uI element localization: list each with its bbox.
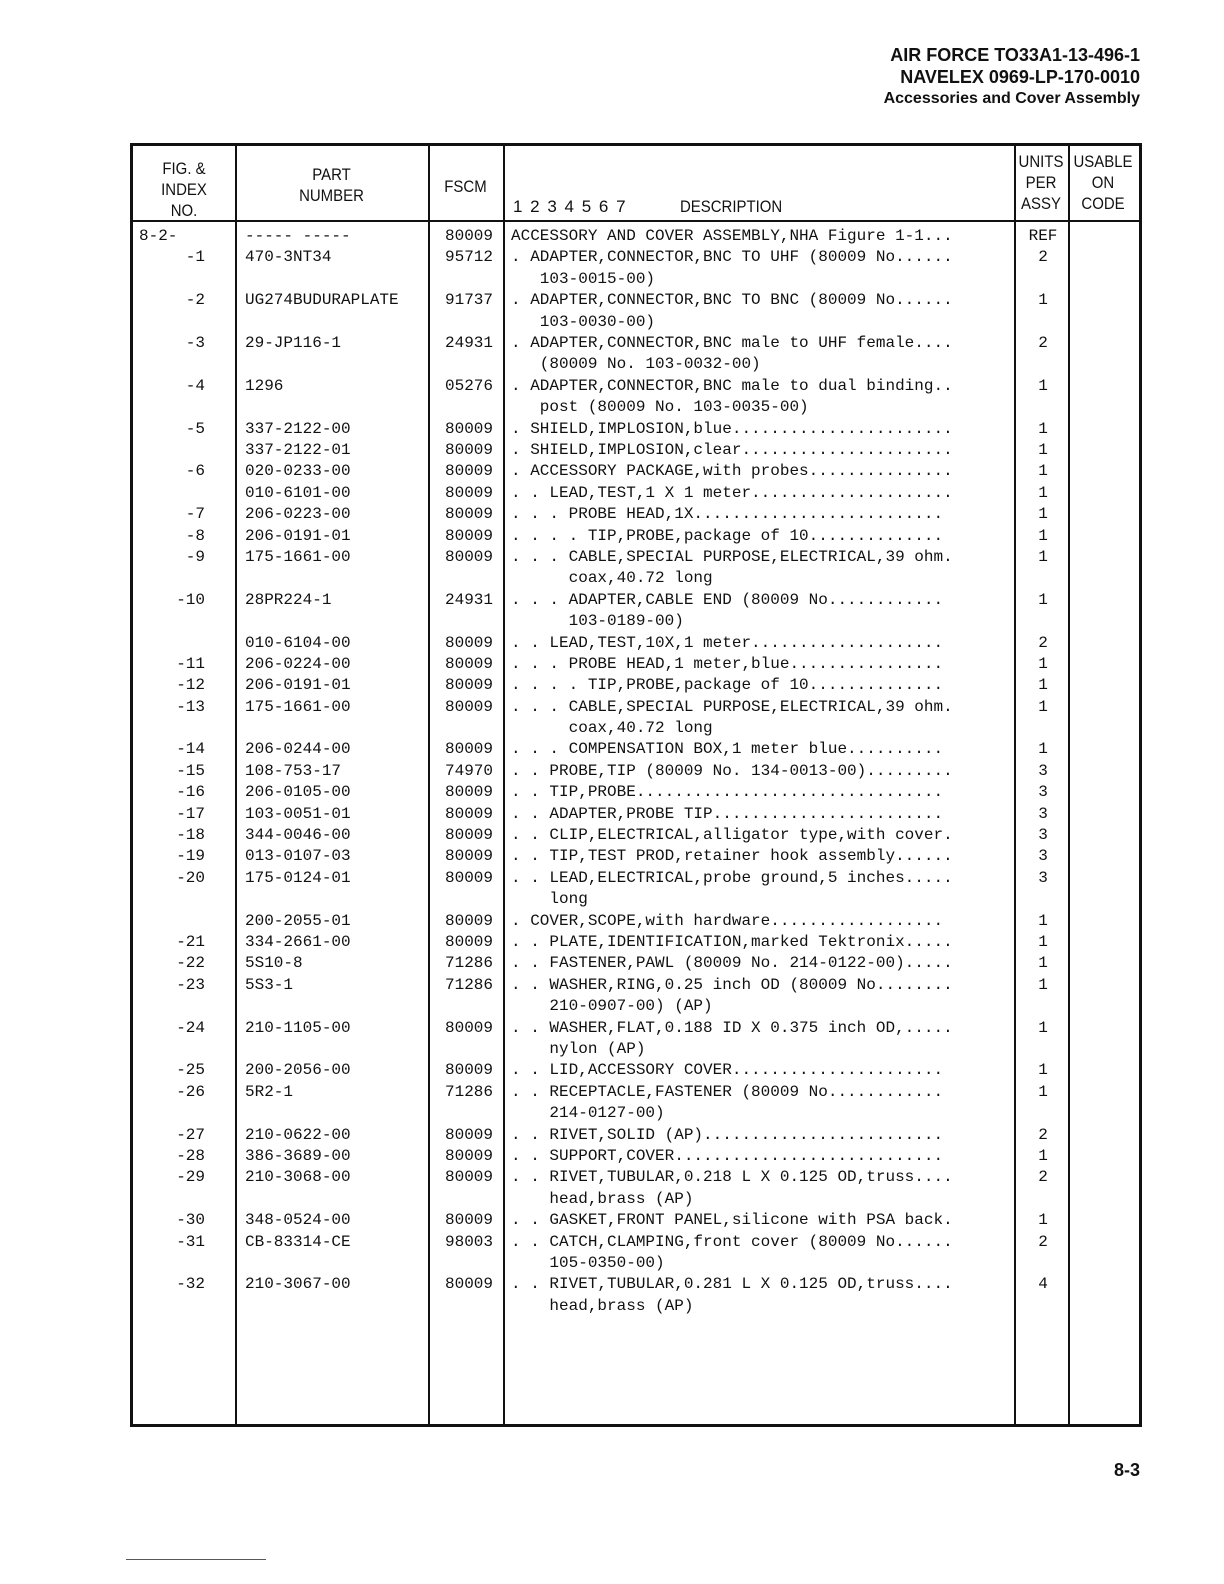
description-cell: long: [511, 890, 588, 909]
index-number-cell: -5: [185, 419, 205, 438]
part-number-cell: 175-0124-01: [245, 868, 351, 887]
table-row: [133, 804, 1139, 825]
index-number-cell: -1: [185, 248, 205, 267]
document-header: [884, 44, 1140, 110]
table-row: [133, 911, 1139, 932]
part-number-cell: 344-0046-00: [245, 826, 351, 845]
units-per-assy-cell: 3: [1038, 847, 1048, 866]
fscm-cell: 80009: [444, 1211, 493, 1230]
fscm-cell: 80009: [444, 847, 493, 866]
part-number-cell: 29-JP116-1: [245, 333, 342, 352]
index-number-cell: -13: [176, 697, 205, 716]
table-row: [133, 376, 1139, 419]
col-header-fscm: FSCM: [444, 177, 487, 196]
index-number-cell: -29: [176, 1168, 205, 1187]
fscm-cell: 80009: [444, 676, 493, 695]
index-number-cell: -6: [185, 462, 205, 481]
fscm-cell: 80009: [444, 826, 493, 845]
units-per-assy-cell: 1: [1038, 291, 1048, 310]
fscm-cell: 80009: [444, 440, 493, 459]
description-cell: . SHIELD,IMPLOSION,blue.......................: [511, 419, 953, 438]
part-number-cell: 337-2122-01: [245, 440, 351, 459]
index-number-cell: -31: [176, 1232, 205, 1251]
fscm-cell: 80009: [444, 526, 493, 545]
part-number-cell: 175-1661-00: [245, 547, 351, 566]
description-cell: head,brass (AP): [511, 1296, 694, 1315]
table-row: [133, 633, 1139, 654]
col-header-units-per-assy: UNITS PER ASSY: [1018, 152, 1064, 213]
fscm-cell: 95712: [444, 248, 493, 267]
units-per-assy-cell: 1: [1038, 1018, 1048, 1037]
units-per-assy-cell: 2: [1038, 1125, 1048, 1144]
description-cell: . . PLATE,IDENTIFICATION,marked Tektronix.....: [511, 933, 953, 952]
description-cell: . . RIVET,TUBULAR,0.218 L X 0.125 OD,truss....: [511, 1168, 953, 1187]
units-per-assy-cell: 1: [1038, 975, 1048, 994]
index-number-cell: -26: [176, 1082, 205, 1101]
description-cell: coax,40.72 long: [511, 719, 713, 738]
units-per-assy-cell: 1: [1038, 376, 1048, 395]
part-number-cell: 5S3-1: [245, 975, 294, 994]
part-number-cell: 010-6104-00: [245, 633, 351, 652]
table-row: [133, 547, 1139, 590]
units-per-assy-cell: 3: [1038, 761, 1048, 780]
table-row: [133, 1082, 1139, 1125]
units-per-assy-cell: 3: [1038, 804, 1048, 823]
part-number-cell: 013-0107-03: [245, 847, 351, 866]
fscm-cell: 05276: [444, 376, 493, 395]
index-number-cell: -9: [185, 547, 205, 566]
index-number-cell: -3: [185, 333, 205, 352]
description-cell: . ADAPTER,CONNECTOR,BNC TO UHF (80009 No......: [511, 248, 953, 267]
table-row: [133, 953, 1139, 974]
description-cell: 105-0350-00): [511, 1253, 665, 1272]
description-cell: . . FASTENER,PAWL (80009 No. 214-0122-00).....: [511, 954, 953, 973]
table-row: [133, 1060, 1139, 1081]
table-row: [133, 590, 1139, 633]
description-cell: ACCESSORY AND COVER ASSEMBLY,NHA Figure 1-1...: [511, 227, 953, 245]
fscm-cell: 71286: [444, 975, 493, 994]
index-number-cell: 8-2-: [139, 227, 178, 245]
description-cell: . ADAPTER,CONNECTOR,BNC male to dual binding..: [511, 376, 953, 395]
units-per-assy-cell: 2: [1038, 333, 1048, 352]
part-number-cell: 206-0244-00: [245, 740, 351, 759]
units-per-assy-cell: 1: [1038, 1082, 1048, 1101]
fscm-cell: 71286: [444, 954, 493, 973]
part-number-cell: 108-753-17: [245, 761, 342, 780]
units-per-assy-cell: 1: [1038, 954, 1048, 973]
units-per-assy-cell: 1: [1038, 547, 1048, 566]
index-number-cell: -2: [185, 291, 205, 310]
part-number-cell: 210-3067-00: [245, 1275, 351, 1294]
part-number-cell: 5S10-8: [245, 954, 303, 973]
description-cell: . . SUPPORT,COVER............................: [511, 1146, 944, 1165]
fscm-cell: 80009: [444, 227, 493, 245]
header-navelex-number: NAVELEX 0969-LP-170-0010: [900, 67, 1140, 87]
description-cell: . . LEAD,ELECTRICAL,probe ground,5 inches.....: [511, 868, 953, 887]
part-number-cell: 175-1661-00: [245, 697, 351, 716]
fscm-cell: 24931: [444, 333, 493, 352]
part-number-cell: 200-2056-00: [245, 1061, 351, 1080]
table-row: [133, 290, 1139, 333]
units-per-assy-cell: 3: [1038, 868, 1048, 887]
index-number-cell: -20: [176, 868, 205, 887]
header-air-force-number: AIR FORCE TO33A1-13-496-1: [890, 45, 1140, 65]
description-cell: nylon (AP): [511, 1039, 646, 1058]
fscm-cell: 80009: [444, 1275, 493, 1294]
header-section-title: Accessories and Cover Assembly: [883, 90, 1140, 107]
units-per-assy-cell: 1: [1038, 1061, 1048, 1080]
units-per-assy-cell: 2: [1038, 1232, 1048, 1251]
units-per-assy-cell: 2: [1038, 248, 1048, 267]
part-number-cell: 206-0224-00: [245, 654, 351, 673]
description-cell: . . RIVET,SOLID (AP).........................: [511, 1125, 944, 1144]
units-per-assy-cell: 1: [1038, 440, 1048, 459]
table-row: [133, 1018, 1139, 1061]
col-header-indent-levels: 1 2 3 4 5 6 7: [513, 197, 626, 216]
index-number-cell: -25: [176, 1061, 205, 1080]
index-number-cell: -27: [176, 1125, 205, 1144]
index-number-cell: -7: [185, 505, 205, 524]
part-number-cell: 103-0051-01: [245, 804, 351, 823]
units-per-assy-cell: 3: [1038, 783, 1048, 802]
description-cell: coax,40.72 long: [511, 569, 713, 588]
table-row: [133, 461, 1139, 482]
part-number-cell: ----- -----: [245, 227, 351, 245]
description-cell: . . RIVET,TUBULAR,0.281 L X 0.125 OD,truss....: [511, 1275, 953, 1294]
index-number-cell: -18: [176, 826, 205, 845]
units-per-assy-cell: 1: [1038, 505, 1048, 524]
units-per-assy-cell: 1: [1038, 676, 1048, 695]
units-per-assy-cell: 2: [1038, 1168, 1048, 1187]
description-cell: . . PROBE,TIP (80009 No. 134-0013-00).........: [511, 761, 953, 780]
units-per-assy-cell: 1: [1038, 419, 1048, 438]
table-row: [133, 440, 1139, 461]
description-cell: . . CLIP,ELECTRICAL,alligator type,with cover.: [511, 826, 953, 845]
description-cell: head,brass (AP): [511, 1189, 694, 1208]
description-cell: post (80009 No. 103-0035-00): [511, 398, 809, 417]
index-number-cell: -14: [176, 740, 205, 759]
description-cell: . . . . TIP,PROBE,package of 10..............: [511, 676, 944, 695]
table-row: [133, 739, 1139, 760]
index-number-cell: -15: [176, 761, 205, 780]
index-number-cell: -19: [176, 847, 205, 866]
units-per-assy-cell: REF: [1028, 227, 1058, 245]
part-number-cell: 470-3NT34: [245, 248, 332, 267]
description-cell: 103-0015-00): [511, 269, 656, 288]
table-row: [133, 1146, 1139, 1167]
description-cell: 103-0030-00): [511, 312, 656, 331]
part-number-cell: 206-0105-00: [245, 783, 351, 802]
fscm-cell: 80009: [444, 740, 493, 759]
fscm-cell: 80009: [444, 654, 493, 673]
part-number-cell: CB-83314-CE: [245, 1232, 351, 1251]
description-cell: . . LID,ACCESSORY COVER......................: [511, 1061, 944, 1080]
part-number-cell: 020-0233-00: [245, 462, 351, 481]
description-cell: . . . PROBE HEAD,1X..........................: [511, 505, 944, 524]
col-header-usable-on-code: USABLE ON CODE: [1073, 152, 1133, 213]
fscm-cell: 80009: [444, 633, 493, 652]
description-cell: 214-0127-00): [511, 1104, 665, 1123]
description-cell: . . . CABLE,SPECIAL PURPOSE,ELECTRICAL,39 ohm.: [511, 547, 953, 566]
col-header-fig-index: FIG. & INDEX NO.: [161, 159, 207, 220]
index-number-cell: -17: [176, 804, 205, 823]
index-number-cell: -30: [176, 1211, 205, 1230]
table-row: [133, 654, 1139, 675]
table-row: [133, 761, 1139, 782]
table-row: [133, 846, 1139, 867]
units-per-assy-cell: 1: [1038, 654, 1048, 673]
table-row: [133, 1232, 1139, 1275]
fscm-cell: 80009: [444, 1146, 493, 1165]
table-row: [133, 782, 1139, 803]
units-per-assy-cell: 3: [1038, 826, 1048, 845]
col-header-part-number: PART NUMBER: [299, 165, 364, 205]
parts-list-rows: [133, 226, 1139, 1317]
fscm-cell: 80009: [444, 1061, 493, 1080]
table-row: [133, 1210, 1139, 1231]
description-cell: . ACCESSORY PACKAGE,with probes...............: [511, 462, 953, 481]
description-cell: . . CATCH,CLAMPING,front cover (80009 No......: [511, 1232, 953, 1251]
description-cell: 210-0907-00) (AP): [511, 997, 713, 1016]
table-row: [133, 247, 1139, 290]
part-number-cell: UG274BUDURAPLATE: [245, 291, 399, 310]
table-row: [133, 825, 1139, 846]
part-number-cell: 28PR224-1: [245, 590, 332, 609]
description-cell: 103-0189-00): [511, 612, 684, 631]
description-cell: . ADAPTER,CONNECTOR,BNC male to UHF female....: [511, 333, 953, 352]
description-cell: . . LEAD,TEST,10X,1 meter....................: [511, 633, 944, 652]
units-per-assy-cell: 1: [1038, 697, 1048, 716]
parts-list-table: [130, 143, 1142, 1427]
part-number-cell: 206-0191-01: [245, 676, 351, 695]
header-divider: [133, 220, 1139, 222]
description-cell: . . . CABLE,SPECIAL PURPOSE,ELECTRICAL,39 ohm.: [511, 697, 953, 716]
fscm-cell: 80009: [444, 419, 493, 438]
table-row: [133, 868, 1139, 911]
description-cell: . ADAPTER,CONNECTOR,BNC TO BNC (80009 No......: [511, 291, 953, 310]
fscm-cell: 80009: [444, 505, 493, 524]
index-number-cell: -32: [176, 1275, 205, 1294]
page-number: 8-3: [1113, 1460, 1140, 1480]
units-per-assy-cell: 1: [1038, 1211, 1048, 1230]
table-row: [133, 932, 1139, 953]
units-per-assy-cell: 1: [1038, 1146, 1048, 1165]
fscm-cell: 80009: [444, 933, 493, 952]
table-row: [133, 526, 1139, 547]
fscm-cell: 91737: [444, 291, 493, 310]
table-row: [133, 333, 1139, 376]
part-number-cell: 386-3689-00: [245, 1146, 351, 1165]
fscm-cell: 80009: [444, 1125, 493, 1144]
description-cell: . . TIP,TEST PROD,retainer hook assembly......: [511, 847, 953, 866]
table-row: [133, 1274, 1139, 1317]
table-row: [133, 419, 1139, 440]
units-per-assy-cell: 2: [1038, 633, 1048, 652]
fscm-cell: 80009: [444, 1168, 493, 1187]
part-number-cell: 210-1105-00: [245, 1018, 351, 1037]
units-per-assy-cell: 1: [1038, 740, 1048, 759]
index-number-cell: -11: [176, 654, 205, 673]
part-number-cell: 1296: [245, 376, 284, 395]
description-cell: . . TIP,PROBE................................: [511, 783, 944, 802]
units-per-assy-cell: 1: [1038, 590, 1048, 609]
description-cell: . . GASKET,FRONT PANEL,silicone with PSA back.: [511, 1211, 953, 1230]
part-number-cell: 200-2055-01: [245, 911, 351, 930]
part-number-cell: 206-0223-00: [245, 505, 351, 524]
part-number-cell: 5R2-1: [245, 1082, 294, 1101]
description-cell: . . ADAPTER,PROBE TIP........................: [511, 804, 944, 823]
index-number-cell: -8: [185, 526, 205, 545]
description-cell: . . . . TIP,PROBE,package of 10..............: [511, 526, 944, 545]
index-number-cell: -24: [176, 1018, 205, 1037]
fscm-cell: 80009: [444, 1018, 493, 1037]
fscm-cell: 74970: [444, 761, 493, 780]
table-row: [133, 1125, 1139, 1146]
fscm-cell: 80009: [444, 783, 493, 802]
fscm-cell: 80009: [444, 804, 493, 823]
description-cell: . . WASHER,FLAT,0.188 ID X 0.375 inch OD,.....: [511, 1018, 953, 1037]
fscm-cell: 80009: [444, 697, 493, 716]
fscm-cell: 80009: [444, 462, 493, 481]
blue-rule: [126, 1559, 266, 1560]
description-cell: . . . PROBE HEAD,1 meter,blue................: [511, 654, 944, 673]
col-header-description: DESCRIPTION: [679, 197, 783, 216]
units-per-assy-cell: 1: [1038, 933, 1048, 952]
description-cell: . . RECEPTACLE,FASTENER (80009 No............: [511, 1082, 944, 1101]
description-cell: . COVER,SCOPE,with hardware..................: [511, 911, 944, 930]
table-row: [133, 1167, 1139, 1210]
index-number-cell: -10: [176, 590, 205, 609]
fscm-cell: 80009: [444, 483, 493, 502]
index-number-cell: -21: [176, 933, 205, 952]
index-number-cell: -16: [176, 783, 205, 802]
part-number-cell: 206-0191-01: [245, 526, 351, 545]
index-number-cell: -4: [185, 376, 205, 395]
index-number-cell: -23: [176, 975, 205, 994]
index-number-cell: -28: [176, 1146, 205, 1165]
part-number-cell: 210-0622-00: [245, 1125, 351, 1144]
table-row: [133, 226, 1139, 247]
description-cell: . . . COMPENSATION BOX,1 meter blue..........: [511, 740, 944, 759]
part-number-cell: 334-2661-00: [245, 933, 351, 952]
part-number-cell: 210-3068-00: [245, 1168, 351, 1187]
units-per-assy-cell: 1: [1038, 483, 1048, 502]
fscm-cell: 80009: [444, 911, 493, 930]
table-row: [133, 975, 1139, 1018]
table-row: [133, 483, 1139, 504]
units-per-assy-cell: 1: [1038, 462, 1048, 481]
description-cell: . SHIELD,IMPLOSION,clear......................: [511, 440, 953, 459]
table-row: [133, 697, 1139, 740]
table-row: [133, 675, 1139, 696]
fscm-cell: 80009: [444, 547, 493, 566]
part-number-cell: 010-6101-00: [245, 483, 351, 502]
table-row: [133, 504, 1139, 525]
fscm-cell: 71286: [444, 1082, 493, 1101]
fscm-cell: 24931: [444, 590, 493, 609]
description-cell: . . WASHER,RING,0.25 inch OD (80009 No........: [511, 975, 953, 994]
part-number-cell: 348-0524-00: [245, 1211, 351, 1230]
fscm-cell: 98003: [444, 1232, 493, 1251]
index-number-cell: -12: [176, 676, 205, 695]
part-number-cell: 337-2122-00: [245, 419, 351, 438]
units-per-assy-cell: 1: [1038, 911, 1048, 930]
units-per-assy-cell: 1: [1038, 526, 1048, 545]
description-cell: . . LEAD,TEST,1 X 1 meter.....................: [511, 483, 953, 502]
description-cell: . . . ADAPTER,CABLE END (80009 No............: [511, 590, 944, 609]
units-per-assy-cell: 4: [1038, 1275, 1048, 1294]
index-number-cell: -22: [176, 954, 205, 973]
description-cell: (80009 No. 103-0032-00): [511, 355, 761, 374]
fscm-cell: 80009: [444, 868, 493, 887]
